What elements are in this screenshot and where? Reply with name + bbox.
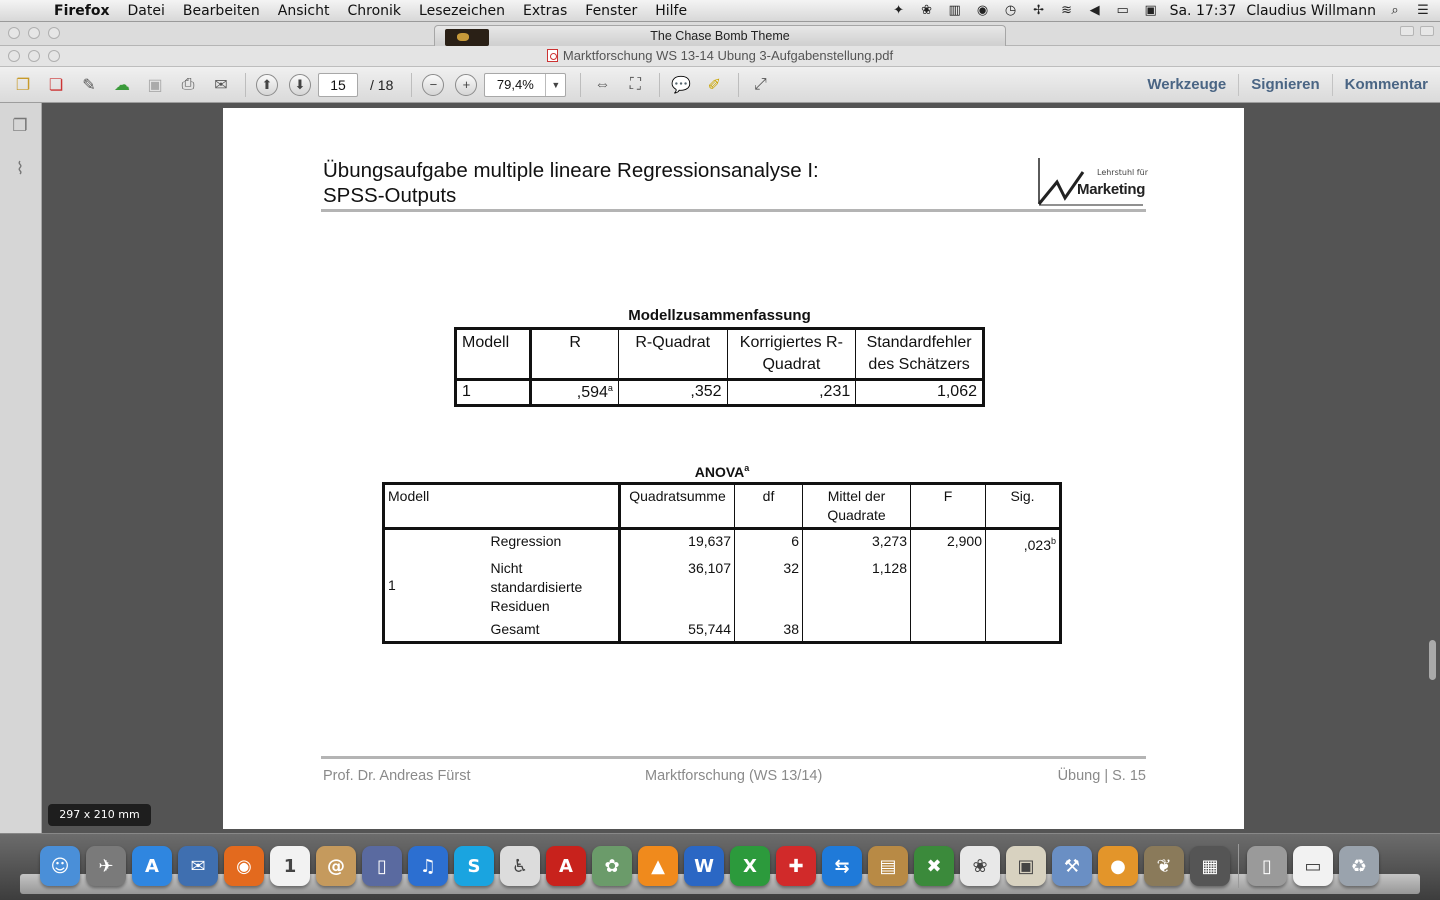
page-total: / 18 xyxy=(370,76,394,93)
table-cell xyxy=(986,529,1061,558)
footnote-marker: a xyxy=(607,383,613,393)
teamviewer-icon[interactable]: ⇆ xyxy=(822,846,862,886)
table-cell: 32 xyxy=(735,557,803,618)
cell-value: ,023 xyxy=(1023,537,1051,553)
anova-table xyxy=(382,482,1062,644)
column-header: Quadratsumme xyxy=(620,484,735,529)
thunderbird-icon[interactable]: ✉ xyxy=(178,846,218,886)
column-header: Sig. xyxy=(986,484,1061,529)
highlight-icon[interactable]: ✐ xyxy=(707,76,722,94)
zoom-value: 79,4% xyxy=(496,76,534,92)
toolbar-divider xyxy=(245,73,246,97)
dropbox-icon[interactable]: ✦ xyxy=(893,3,905,18)
page-title-line-1: Übungsaufgabe multiple lineare Regressionsanalyse I: xyxy=(323,159,819,182)
preview-icon[interactable]: ▣ xyxy=(1006,846,1046,886)
doc-minimize-button[interactable] xyxy=(28,50,40,62)
werkzeuge-button[interactable]: Werkzeuge xyxy=(1147,75,1227,93)
comment-icon[interactable]: 💬 xyxy=(671,76,692,94)
pdf-toolbar xyxy=(0,67,1440,103)
edit-document-icon[interactable]: ✎ xyxy=(82,76,96,94)
row-label: Regression xyxy=(436,529,620,558)
row-label: Gesamt xyxy=(436,618,620,643)
vertical-scrollbar[interactable] xyxy=(1429,640,1436,680)
footnote-marker: b xyxy=(1050,536,1056,546)
doc-close-button[interactable] xyxy=(8,50,20,62)
previous-page-button[interactable] xyxy=(252,72,282,98)
next-page-button[interactable] xyxy=(285,72,315,98)
minimize-window-button[interactable] xyxy=(28,27,40,39)
battery-icon[interactable]: ▭ xyxy=(1116,3,1129,18)
email-icon[interactable]: ✉ xyxy=(214,76,228,94)
remote-icon[interactable]: ▯ xyxy=(362,846,402,886)
fit-page-icon[interactable]: ⛶ xyxy=(629,75,641,93)
table-cell-model: 1 xyxy=(384,529,436,643)
table-cell: 1,062 xyxy=(856,380,984,406)
skype-icon[interactable]: S xyxy=(454,846,494,886)
table-cell xyxy=(911,557,986,618)
record-icon[interactable]: ◉ xyxy=(976,3,989,18)
column-header: Korrigiertes R-Quadrat xyxy=(727,329,856,380)
zoom-select[interactable] xyxy=(484,73,566,97)
menu-bearbeiten[interactable]: Bearbeiten xyxy=(182,2,260,19)
table-cell xyxy=(986,618,1061,643)
full-screen-icon[interactable]: ⤢ xyxy=(753,75,767,93)
page-number-input[interactable]: 15 xyxy=(318,73,358,97)
page-title xyxy=(323,158,819,208)
trash-icon[interactable]: ♻ xyxy=(1339,846,1379,886)
menu-ansicht[interactable]: Ansicht xyxy=(277,2,330,19)
arrow-down-icon: ⬇ xyxy=(289,74,311,96)
browser-tab-strip xyxy=(0,22,1440,46)
create-pdf-icon[interactable]: ❐ xyxy=(15,76,31,94)
menu-datei[interactable]: Datei xyxy=(127,2,165,19)
navigation-pane xyxy=(0,103,42,833)
minus-icon: − xyxy=(422,74,444,96)
gimp-icon[interactable]: ❦ xyxy=(1144,846,1184,886)
fit-width-icon[interactable]: ⇔ xyxy=(594,75,611,93)
launchpad-icon[interactable]: ✈ xyxy=(86,846,126,886)
table-caption-model-summary: Modellzusammenfassung xyxy=(628,307,811,324)
dock-items xyxy=(40,844,1385,888)
footer-page: Übung | S. 15 xyxy=(1057,768,1146,784)
browser-tab[interactable] xyxy=(434,25,1006,46)
tool-panel-links xyxy=(1135,67,1440,102)
window-resize-icon[interactable] xyxy=(1420,26,1434,36)
combine-pdf-icon[interactable]: ❏ xyxy=(48,76,64,94)
table-cell: ,231 xyxy=(727,380,856,406)
window-controls-back xyxy=(8,27,60,39)
toolbar-divider xyxy=(659,73,660,97)
menubar-clock[interactable]: Sa. 17:37 xyxy=(1169,2,1237,19)
column-header: Modell xyxy=(384,484,620,529)
menu-fenster[interactable]: Fenster xyxy=(585,2,638,19)
document-title-bar xyxy=(0,46,1440,67)
downloads-icon[interactable]: ▯ xyxy=(1247,846,1287,886)
iphoto-icon[interactable]: ✿ xyxy=(592,846,632,886)
toolbar-divider xyxy=(411,73,412,97)
address-book-icon[interactable]: @ xyxy=(316,846,356,886)
column-header: R-Quadrat xyxy=(618,329,727,380)
accessibility-icon[interactable]: ♿ xyxy=(500,846,540,886)
table-cell: 38 xyxy=(735,618,803,643)
table-cell: ,352 xyxy=(618,380,727,406)
volume-icon[interactable]: ◀ xyxy=(1089,3,1100,18)
vlc-icon[interactable]: ▲ xyxy=(638,846,678,886)
caption-text: ANOVA xyxy=(694,464,745,480)
table-row xyxy=(384,529,1061,558)
itunes-icon[interactable]: ♫ xyxy=(408,846,448,886)
column-header: df xyxy=(735,484,803,529)
table-cell: 1 xyxy=(456,380,531,406)
calendar-icon[interactable]: 1 xyxy=(270,846,310,886)
footer-rule xyxy=(321,756,1146,759)
table-cell xyxy=(803,618,911,643)
column-header: Mittel der Quadrate xyxy=(803,484,911,529)
menu-lesezeichen[interactable]: Lesezeichen xyxy=(419,2,506,19)
page-thumbnails-icon[interactable]: ❐ xyxy=(12,116,28,135)
column-header: Modell xyxy=(456,329,531,380)
archive-icon[interactable]: ▤ xyxy=(868,846,908,886)
table-row xyxy=(384,618,1061,643)
notification-center-icon[interactable]: ☰ xyxy=(1417,3,1429,18)
table-cell: 55,744 xyxy=(620,618,735,643)
fotobuch-icon[interactable]: ❀ xyxy=(960,846,1000,886)
scanner-icon[interactable]: ▦ xyxy=(1190,846,1230,886)
cell-value: ,594 xyxy=(576,384,608,401)
time-machine-icon[interactable]: ◷ xyxy=(1004,3,1017,18)
footer-course: Marktforschung (WS 13/14) xyxy=(645,768,823,784)
table-cell xyxy=(531,380,618,406)
column-header: Standardfehler des Schätzers xyxy=(856,329,984,380)
footer-author: Prof. Dr. Andreas Fürst xyxy=(323,768,471,784)
tab-title: The Chase Bomb Theme xyxy=(650,29,790,43)
upload-cloud-icon[interactable]: ☁ xyxy=(114,76,130,94)
print-icon[interactable]: ⎙ xyxy=(181,75,195,93)
table-cell xyxy=(986,557,1061,618)
table-cell xyxy=(911,618,986,643)
spotlight-search-icon[interactable]: ⌕ xyxy=(1391,3,1399,18)
zoom-out-button[interactable] xyxy=(418,72,448,98)
evernote-icon[interactable]: ❀ xyxy=(921,3,933,18)
column-header: R xyxy=(531,329,618,380)
logo-subtitle: Lehrstuhl für xyxy=(1097,168,1148,177)
document-title: Marktforschung WS 13-14 Ubung 3-Aufgabenstellung.pdf xyxy=(562,48,894,63)
pdf-page xyxy=(223,108,1244,829)
app-store-icon[interactable]: A xyxy=(132,846,172,886)
menu-chronik[interactable]: Chronik xyxy=(347,2,402,19)
excel-icon[interactable]: X xyxy=(730,846,770,886)
plus-icon: + xyxy=(455,74,477,96)
table-cell: 6 xyxy=(735,529,803,558)
dock xyxy=(0,833,1440,900)
word-icon[interactable]: W xyxy=(684,846,724,886)
logo-text: Marketing xyxy=(1077,181,1146,198)
table-header-row xyxy=(384,484,1061,529)
doc-zoom-button[interactable] xyxy=(48,50,60,62)
menu-app-name[interactable]: Firefox xyxy=(54,2,110,19)
arrow-up-icon: ⬆ xyxy=(256,74,278,96)
keepassx-icon[interactable]: ✖ xyxy=(914,846,954,886)
fullscreen-icon[interactable] xyxy=(1400,26,1414,36)
column-header: F xyxy=(911,484,986,529)
tab-thumbnail xyxy=(445,29,489,46)
input-source-icon[interactable]: ▣ xyxy=(1144,3,1157,18)
table-caption-anova xyxy=(382,463,1062,480)
finder-icon[interactable]: ☺ xyxy=(40,846,80,886)
zoom-in-button[interactable] xyxy=(451,72,481,98)
menubar xyxy=(0,0,1440,22)
xcode-icon[interactable]: ⚒ xyxy=(1052,846,1092,886)
header-rule xyxy=(321,209,1146,212)
menu-hilfe[interactable]: Hilfe xyxy=(655,2,688,19)
table-cell: 3,273 xyxy=(803,529,911,558)
document-icon[interactable]: ▭ xyxy=(1293,846,1333,886)
pdf-file-icon xyxy=(547,49,558,62)
marketing-logo xyxy=(1035,158,1148,208)
table-header-row xyxy=(456,329,984,380)
dock-divider xyxy=(1238,844,1239,888)
table-row xyxy=(384,557,1061,618)
table-cell: 2,900 xyxy=(911,529,986,558)
row-label: Nicht standardisierte Residuen xyxy=(436,557,620,618)
menu-extras[interactable]: Extras xyxy=(523,2,568,19)
kommentar-button[interactable]: Kommentar xyxy=(1332,74,1440,96)
chevron-down-icon[interactable]: ▼ xyxy=(545,74,565,96)
attachments-icon[interactable]: ⌇ xyxy=(15,159,25,178)
battery-status-icon[interactable]: ▥ xyxy=(948,3,961,18)
table-cell: 36,107 xyxy=(620,557,735,618)
bluetooth-icon[interactable]: ✢ xyxy=(1033,3,1045,18)
close-window-button[interactable] xyxy=(8,27,20,39)
model-summary-table xyxy=(454,327,985,407)
save-icon[interactable]: ▣ xyxy=(147,76,163,94)
table-cell: 19,637 xyxy=(620,529,735,558)
wifi-icon[interactable]: ≋ xyxy=(1061,3,1073,18)
status-area xyxy=(890,3,1440,19)
window-controls xyxy=(8,50,60,62)
table-row xyxy=(456,380,984,406)
footnote-marker: a xyxy=(744,463,750,473)
firefox-icon[interactable]: ◉ xyxy=(224,846,264,886)
crossover-icon[interactable]: ✚ xyxy=(776,846,816,886)
toolbar-divider xyxy=(580,73,581,97)
signieren-button[interactable]: Signieren xyxy=(1238,74,1331,96)
toolbar-divider xyxy=(738,73,739,97)
page-size-badge: 297 x 210 mm xyxy=(48,804,151,826)
acrobat-icon[interactable]: A xyxy=(546,846,586,886)
menubar-user[interactable]: Claudius Willmann xyxy=(1246,2,1376,19)
page-title-line-2: SPSS-Outputs xyxy=(323,184,457,207)
balloon-icon[interactable]: ● xyxy=(1098,846,1138,886)
table-cell: 1,128 xyxy=(803,557,911,618)
zoom-window-button[interactable] xyxy=(48,27,60,39)
